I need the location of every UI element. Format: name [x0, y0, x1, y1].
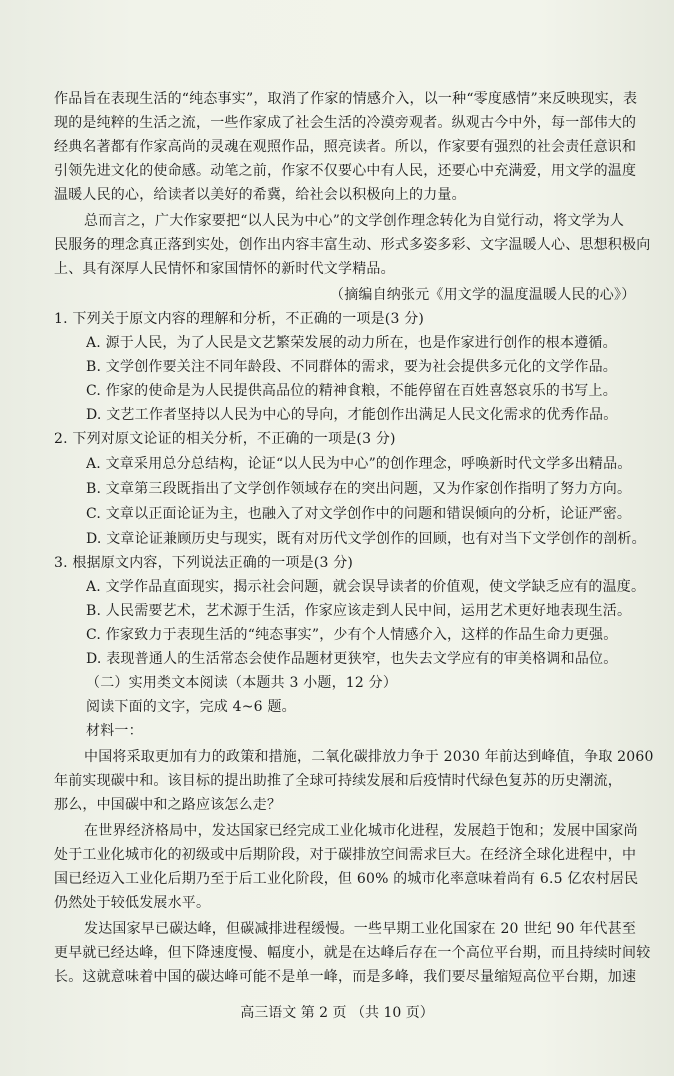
text-line: 上、具有深厚人民情怀和家国情怀的新时代文学精品。 — [54, 261, 395, 277]
option-c: C. 作家致力于表现生活的“纯态事实”，少有个人情感介入，这样的作品生命力更强。 — [86, 627, 618, 643]
instruction: 阅读下面的文字，完成 4~6 题。 — [86, 699, 296, 715]
material-label: 材料一： — [86, 723, 143, 739]
question-3: 3. 根据原文内容，下列说法正确的一项是(3 分) — [54, 555, 354, 571]
option-b: B. 人民需要艺术，艺术源于生活，作家应该走到人民中间，运用艺术更好地表现生活。 — [86, 603, 632, 619]
text-line: 更早就已经达峰，但下降速度慢、幅度小，就是在达峰后存在一个高位平台期，而且持续时间较 — [54, 945, 651, 961]
option-a: A. 源于人民，为了人民是文艺繁荣发展的动力所在，也是作家进行创作的根本遵循。 — [86, 335, 617, 351]
text-line: 仍然处于较低发展水平。 — [54, 895, 211, 911]
text-line: 年前实现碳中和。该目标的提出助推了全球可持续发展和后疫情时代绿色复苏的历史潮流， — [54, 773, 622, 789]
text-line: 作品旨在表现生活的“纯态事实”，取消了作家的情感介入，以一种“零度感情”来反映现实，表 — [54, 91, 638, 107]
source-citation: （摘编自纳张元《用文学的温度温暖人民的心》） — [330, 287, 636, 303]
text-line: 在世界经济格局中，发达国家已经完成工业化城市化进程，发展趋于饱和；发展中国家尚 — [84, 823, 638, 839]
option-c: C. 作家的使命是为人民提供高品位的精神食粮，不能停留在百姓喜怒哀乐的书写上。 — [86, 383, 617, 399]
text-line: 经典名著都有作家高尚的灵魂在观照作品，照亮读者。所以，作家要有强烈的社会责任意识和 — [54, 139, 637, 155]
text-line: 温暖人民的心，给读者以美好的希冀，给社会以积极向上的力量。 — [54, 187, 466, 203]
page-footer: 高三语文 第 2 页 （共 10 页） — [240, 1005, 434, 1021]
option-d: D. 文章论证兼顾历史与现实，既有对历代文学创作的回顾，也有对当下文学创作的剖析。 — [86, 531, 646, 547]
text-line: 总而言之，广大作家要把“以人民为中心”的文学创作理念转化为自觉行动，将文学为人 — [84, 213, 625, 229]
option-d: D. 文艺工作者坚持以人民为中心的导向，才能创作出满足人民文化需求的优秀作品。 — [86, 407, 618, 423]
text-line: 民服务的理念真正落到实处，创作出内容丰富生动、形式多姿多彩、文字温暖人心、思想积极向 — [54, 237, 651, 253]
text-line: 中国将采取更加有力的政策和措施，二氧化碳排放力争于 2030 年前达到峰值，争取 2060 — [84, 749, 654, 765]
option-b: B. 文章第三段既指出了文学创作领域存在的突出问题，又为作家创作指明了努力方向。 — [86, 481, 632, 497]
question-2: 2. 下列对原文论证的相关分析，不正确的一项是(3 分) — [54, 431, 396, 447]
option-c: C. 文章以正面论证为主，也融入了对文学创作中的问题和错误倾向的分析，论证严密。 — [86, 506, 632, 522]
option-a: A. 文章采用总分总结构，论证“以人民为中心”的创作理念，呼唤新时代文学多出精品。 — [86, 456, 632, 472]
option-d: D. 表现普通人的生活常态会使作品题材更狭窄，也失去文学应有的审美格调和品位。 — [86, 651, 618, 667]
text-line: 现的是纯粹的生活之流，一些作家成了社会生活的冷漠旁观者。纵观古今中外，每一部伟大的 — [54, 115, 637, 131]
text-line: 长。这就意味着中国的碳达峰可能不是单一峰，而是多峰，我们要尽量缩短高位平台期，加速 — [54, 969, 637, 985]
text-line: 国已经迈入工业化后期乃至于后工业化阶段，但 60% 的城市化率意味着尚有 6.5 亿农村居民 — [54, 871, 639, 887]
question-1: 1. 下列关于原文内容的理解和分析，不正确的一项是(3 分) — [54, 311, 425, 327]
text-line: 那么，中国碳中和之路应该怎么走？ — [54, 797, 282, 813]
section-heading: （二）实用类文本阅读（本题共 3 小题，12 分） — [86, 675, 398, 691]
option-a: A. 文学作品直面现实，揭示社会问题，就会误导读者的价值观，使文学缺乏应有的温度。 — [86, 579, 646, 595]
option-b: B. 文学创作要关注不同年龄段、不同群体的需求，要为社会提供多元化的文学作品。 — [86, 359, 617, 375]
text-line: 处于工业化城市化的初级或中后期阶段，对于碳排放空间需求巨大。在经济全球化进程中，中 — [54, 847, 637, 863]
text-line: 发达国家早已碳达峰，但碳减排进程缓慢。一些早期工业化国家在 20 世纪 90 年代甚至 — [84, 921, 637, 937]
text-line: 引领先进文化的使命感。动笔之前，作家不仅要心中有人民，还要心中充满爱，用文学的温度 — [54, 163, 637, 179]
